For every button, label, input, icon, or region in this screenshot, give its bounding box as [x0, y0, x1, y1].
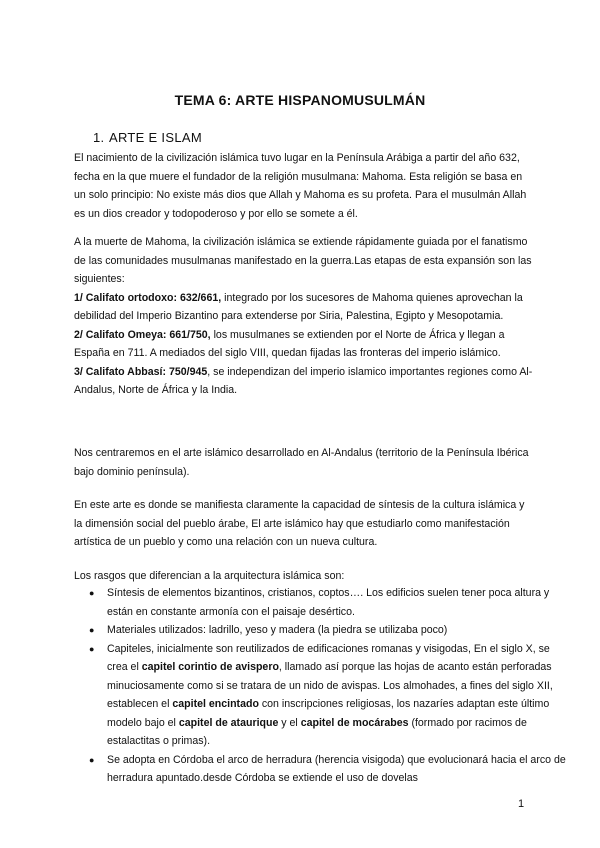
stage-text: integrado por los sucesores de Mahoma quienes aprovechan la debilidad del Imperio Bizantino para extenderse por Siria, Palestina, Egipto y Mesopotamia. [74, 291, 523, 322]
stage-label: 2/ Califato Omeya: 661/750, [74, 328, 211, 341]
stage-item [74, 363, 534, 400]
list-item: ● Síntesis de elementos bizantinos, cristianos, coptos…. Los edificios suelen tener poca altura y están en constante armonía con el paisaje desértico. [107, 584, 567, 621]
stage-item [74, 289, 534, 326]
list-item-text: (formado por racimos de estalactitas o primas). [107, 716, 527, 747]
stage-label: 1/ Califato ortodoxo: 632/661, [74, 291, 222, 304]
list-item: ● Materiales utilizados: ladrillo, yeso y madera (la piedra se utilizaba poco) [107, 621, 567, 640]
page-number: 1 [518, 798, 525, 810]
page-title: TEMA 6: ARTE HISPANOMUSULMÁN [174, 92, 426, 108]
paragraph-expansion [74, 233, 534, 400]
paragraph-al-andalus: Nos centraremos en el arte islámico desarrollado en Al-Andalus (territorio de la Península Ibérica bajo dominio península). [74, 447, 529, 478]
paragraph-traits-intro: Los rasgos que diferencian a la arquitectura islámica son: [74, 570, 345, 582]
stage-text: los musulmanes se extienden por el Norte de África y llegan a España en 711. A mediados del siglo VIII, quedan fijadas las fronteras del imperio islámico. [74, 328, 505, 359]
paragraph-origin: El nacimiento de la civilización islámica tuvo lugar en la Península Arábiga a partir del año 632, fecha en la que muere el fundador de la religión musulmana: Mahoma. Esta religión se basa en un solo principio: No existe más dios que Allah y Mahoma es su profeta. Para el musulmán Allah es un dios creador y todopoderoso y por ello se somete a él. [74, 152, 527, 220]
stage-item [74, 326, 534, 363]
stage-label: 3/ Califato Abbasí: 750/945 [74, 365, 208, 378]
stage-text: , se independizan del imperio islamico importantes regiones como Al-Andalus, Norte de África y la India. [74, 365, 533, 396]
keyword-bold: capitel de mocárabes [300, 716, 409, 729]
list-item-text: Capiteles, inicialmente son reutilizados de edificaciones romanas y visigodas, En el siglo X, se crea el [107, 642, 550, 673]
list-item-text: y el [278, 716, 301, 729]
list-item: ● Se adopta en Córdoba el arco de herradura (herencia visigoda) que evolucionará hacia el arco de herradura apuntado.desde Córdoba se extiende el uso de dovelas [107, 751, 567, 788]
expansion-intro: A la muerte de Mahoma, la civilización islámica se extiende rápidamente guiada por el fanatismo de las comunidades musulmanas manifestado en la guerra.Las etapas de esta expansión son las siguientes: [74, 236, 532, 285]
list-item-text: , llamado así porque las hojas de acanto están perforadas minuciosamente como si se tratara de un nido de avispas. Los almohades, a fines del siglo XII, establecen el [107, 661, 553, 710]
list-item [107, 640, 567, 751]
keyword-bold: capitel corintio de avispero [141, 661, 279, 673]
paragraph-synthesis: En este arte es donde se manifiesta claramente la capacidad de síntesis de la cultura islámica y la dimensión social del pueblo árabe, El arte islámico hay que estudiarlo como manifestación artística de un pueblo y como una relación con un nueva cultura. [74, 499, 525, 548]
section-number: 1. [93, 130, 105, 145]
section-heading [93, 130, 202, 145]
keyword-bold: capitel encintado [172, 698, 259, 710]
list-item-text: con inscripciones religiosas, los nazaríes adaptan este último modelo bajo el [107, 698, 550, 729]
traits-list [74, 584, 567, 788]
keyword-bold: capitel de ataurique [178, 716, 279, 729]
section-label: ARTE E ISLAM [109, 130, 202, 145]
